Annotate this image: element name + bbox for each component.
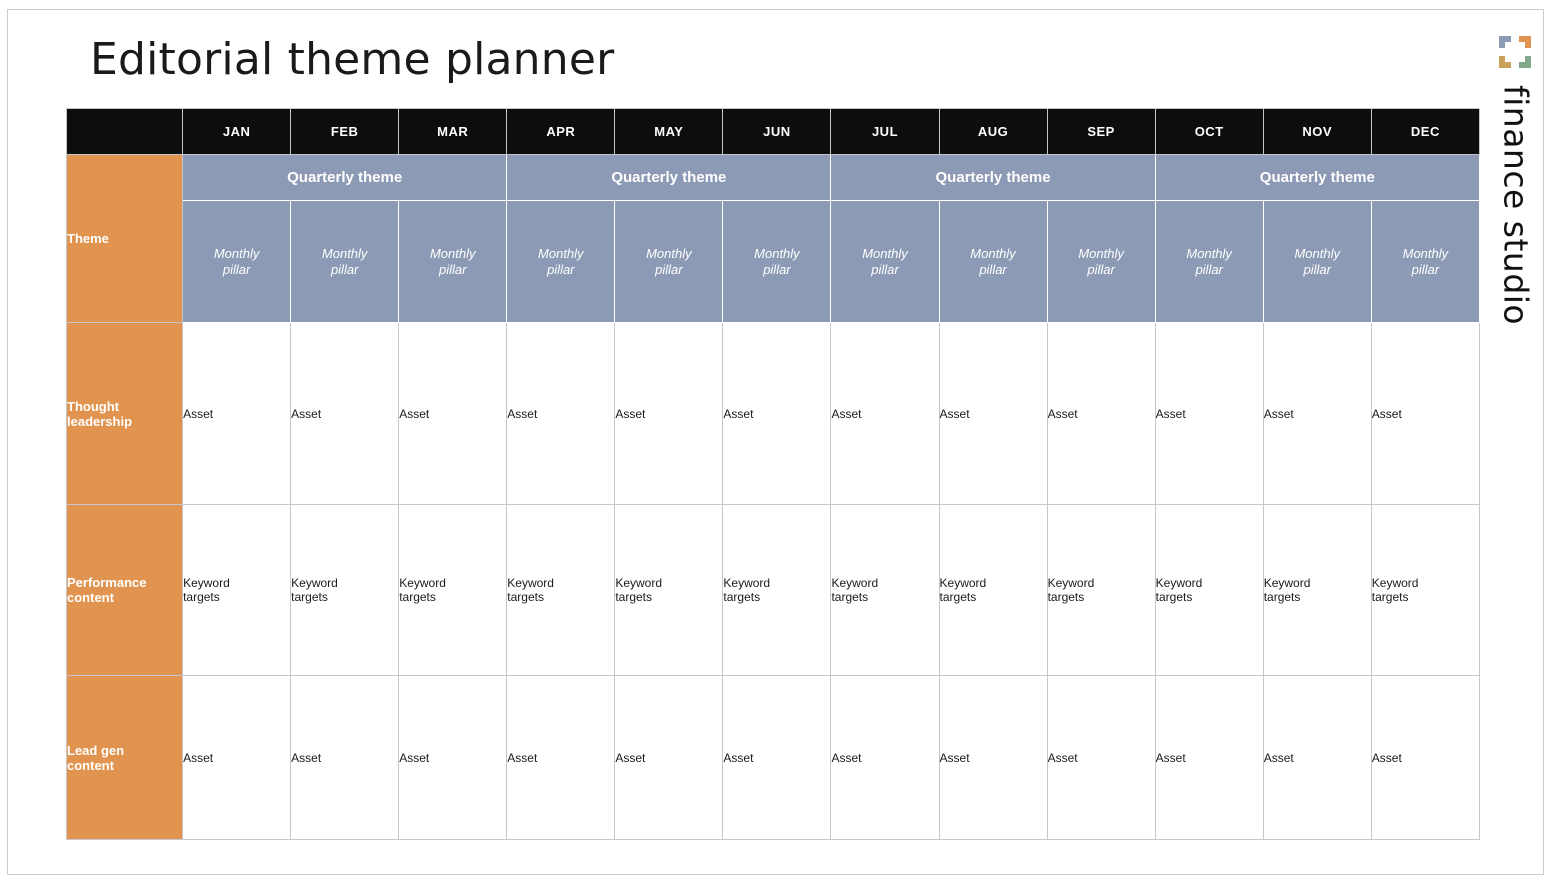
planner-cell[interactable]: Keyword targets — [723, 505, 831, 676]
monthly-pillar-cell: Monthly pillar — [615, 201, 723, 323]
monthly-pillar-cell: Monthly pillar — [1263, 201, 1371, 323]
monthly-pillar-cell: Monthly pillar — [399, 201, 507, 323]
monthly-pillar-cell: Monthly pillar — [831, 201, 939, 323]
monthly-pillar-cell: Monthly pillar — [1155, 201, 1263, 323]
lead-gen-content-label: Lead gen content — [67, 676, 183, 840]
planner-cell[interactable]: Asset — [1047, 676, 1155, 840]
planner-cell[interactable]: Keyword targets — [291, 505, 399, 676]
planner-cell[interactable]: Asset — [1155, 323, 1263, 505]
planner-cell[interactable]: Keyword targets — [1155, 505, 1263, 676]
performance-content-label: Performance content — [67, 505, 183, 676]
planner-cell[interactable]: Keyword targets — [507, 505, 615, 676]
month-header: NOV — [1263, 109, 1371, 155]
planner-cell[interactable]: Keyword targets — [399, 505, 507, 676]
planner-cell[interactable]: Asset — [723, 323, 831, 505]
month-header: JUN — [723, 109, 831, 155]
page-title: Editorial theme planner — [90, 34, 615, 85]
monthly-pillar-cell: Monthly pillar — [1047, 201, 1155, 323]
planner-cell[interactable]: Keyword targets — [1371, 505, 1479, 676]
planner-cell[interactable]: Keyword targets — [831, 505, 939, 676]
planner-cell[interactable]: Asset — [723, 676, 831, 840]
monthly-pillar-cell: Monthly pillar — [939, 201, 1047, 323]
planner-cell[interactable]: Keyword targets — [939, 505, 1047, 676]
month-header: JAN — [183, 109, 291, 155]
quarterly-theme-cell: Quarterly theme — [831, 155, 1155, 201]
performance-content-row — [67, 505, 1480, 676]
month-header: MAR — [399, 109, 507, 155]
planner-cell[interactable]: Asset — [1263, 676, 1371, 840]
quarterly-theme-cell: Quarterly theme — [507, 155, 831, 201]
planner-cell[interactable]: Asset — [831, 676, 939, 840]
quarterly-theme-cell: Quarterly theme — [1155, 155, 1479, 201]
planner-cell[interactable]: Asset — [507, 676, 615, 840]
monthly-pillar-cell: Monthly pillar — [183, 201, 291, 323]
thought-leadership-label: Thought leadership — [67, 323, 183, 505]
planner-cell[interactable]: Asset — [1371, 323, 1479, 505]
month-header: JUL — [831, 109, 939, 155]
month-header: AUG — [939, 109, 1047, 155]
planner-cell[interactable]: Keyword targets — [183, 505, 291, 676]
lead-gen-content-row — [67, 676, 1480, 840]
quarter-row — [67, 155, 1480, 201]
monthly-pillar-cell: Monthly pillar — [291, 201, 399, 323]
planner-cell[interactable]: Asset — [399, 323, 507, 505]
planner-cell[interactable]: Asset — [1155, 676, 1263, 840]
planner-cell[interactable]: Asset — [615, 676, 723, 840]
planner-cell[interactable]: Asset — [1263, 323, 1371, 505]
theme-planner-table — [66, 108, 1480, 840]
month-header: SEP — [1047, 109, 1155, 155]
planner-cell[interactable]: Asset — [831, 323, 939, 505]
planner-cell[interactable]: Asset — [939, 323, 1047, 505]
month-header: OCT — [1155, 109, 1263, 155]
thought-leadership-row — [67, 323, 1480, 505]
planner-cell[interactable]: Asset — [507, 323, 615, 505]
planner-cell[interactable]: Asset — [399, 676, 507, 840]
planner-cell[interactable]: Asset — [1371, 676, 1479, 840]
month-header: MAY — [615, 109, 723, 155]
planner-cell[interactable]: Asset — [291, 676, 399, 840]
monthly-pillar-cell: Monthly pillar — [723, 201, 831, 323]
month-header-row — [67, 109, 1480, 155]
brand-wordmark — [1496, 85, 1536, 326]
planner-cell[interactable]: Keyword targets — [1047, 505, 1155, 676]
monthly-pillar-row — [67, 201, 1480, 323]
monthly-pillar-cell: Monthly pillar — [507, 201, 615, 323]
quarterly-theme-cell: Quarterly theme — [183, 155, 507, 201]
planner-cell[interactable]: Asset — [183, 676, 291, 840]
brand-name: finance studio — [1496, 85, 1536, 326]
planner-cell[interactable]: Asset — [291, 323, 399, 505]
planner-cell[interactable]: Keyword targets — [1263, 505, 1371, 676]
theme-row-label: Theme — [67, 155, 183, 323]
planner-cell[interactable]: Asset — [939, 676, 1047, 840]
planner-cell[interactable]: Asset — [615, 323, 723, 505]
monthly-pillar-cell: Monthly pillar — [1371, 201, 1479, 323]
month-header: FEB — [291, 109, 399, 155]
planner-cell[interactable]: Asset — [183, 323, 291, 505]
planner-cell[interactable]: Keyword targets — [615, 505, 723, 676]
month-header: DEC — [1371, 109, 1479, 155]
corner-cell — [67, 109, 183, 155]
planner-cell[interactable]: Asset — [1047, 323, 1155, 505]
finance-studio-logo-icon — [1497, 34, 1533, 70]
month-header: APR — [507, 109, 615, 155]
